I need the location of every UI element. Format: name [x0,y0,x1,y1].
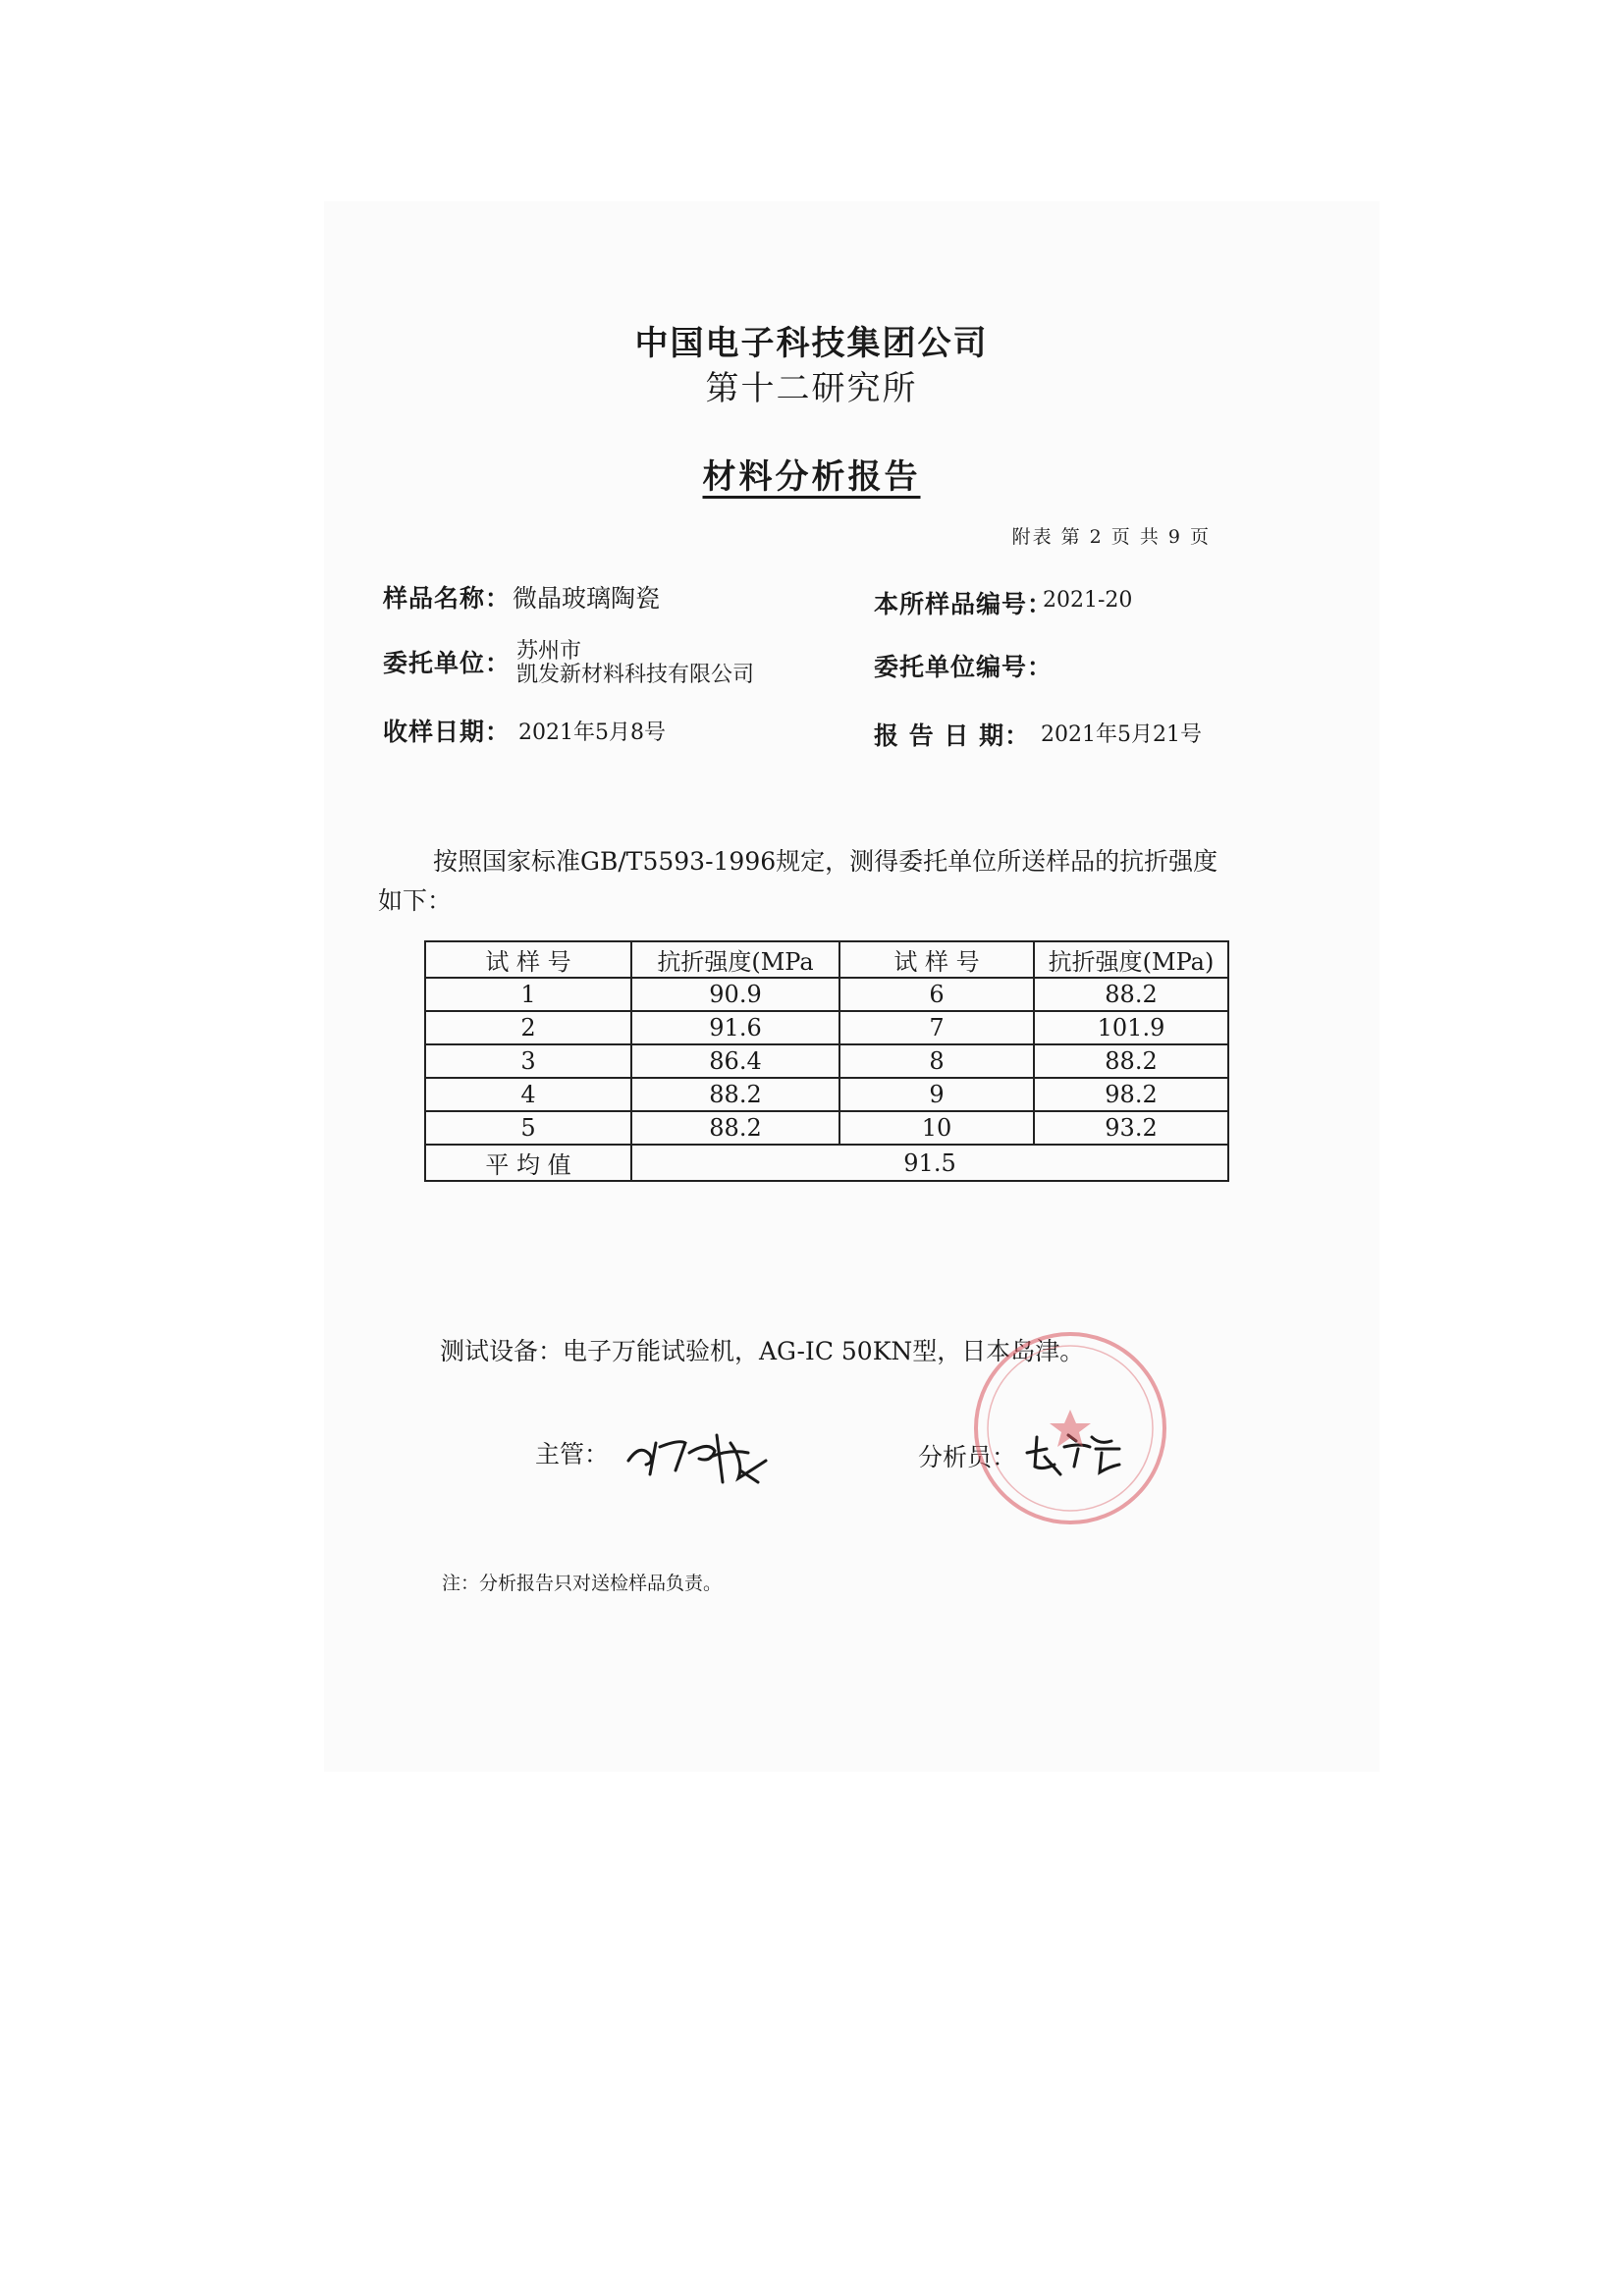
supervisor-signature [621,1414,778,1496]
page-info: 附表 第 2 页 共 9 页 [1011,526,1211,548]
test-standard-paragraph: 按照国家标准GB/T5593-1996规定，测得委托单位所送样品的抗折强度如下： [378,847,1218,915]
disclaimer-note: 注：分析报告只对送检样品负责。 [442,1573,723,1594]
supervisor-label: 主管： [535,1440,610,1468]
table-cell: 88.2 [1034,978,1228,1011]
header-sample-no: 试 样 号 [839,941,1034,978]
test-equipment: 测试设备：电子万能试验机，AG-IC 50KN型，日本岛津。 [440,1337,1085,1365]
report-title: 材料分析报告 [702,457,921,497]
table-cell: 2 [425,1011,631,1044]
average-label: 平 均 值 [425,1145,631,1181]
table-cell: 3 [425,1044,631,1078]
table-row [425,1111,1228,1145]
report-date-label: 报 告 日 期： [874,721,1031,750]
table-cell: 98.2 [1034,1078,1228,1111]
table-cell: 88.2 [631,1078,839,1111]
sample-name-value: 微晶玻璃陶瓷 [513,584,661,613]
analyst-label: 分析员： [918,1443,1017,1471]
header-strength: 抗折强度(MPa [631,941,839,978]
table-cell: 7 [839,1011,1034,1044]
table-row [425,1011,1228,1044]
table-header-row [425,941,1228,978]
table-cell: 86.4 [631,1044,839,1078]
organization-name: 中国电子科技集团公司 [634,324,989,363]
table-cell: 88.2 [631,1111,839,1145]
table-row [425,1078,1228,1111]
table-cell: 5 [425,1111,631,1145]
table-cell: 88.2 [1034,1044,1228,1078]
table-row [425,1044,1228,1078]
header-sample-no: 试 样 号 [425,941,631,978]
table-cell: 10 [839,1111,1034,1145]
table-cell: 9 [839,1078,1034,1111]
table-cell: 101.9 [1034,1011,1228,1044]
official-seal [967,1325,1173,1535]
table-cell: 93.2 [1034,1111,1228,1145]
table-cell: 1 [425,978,631,1011]
institute-sample-no-value: 2021-20 [1043,588,1133,613]
header-strength: 抗折强度(MPa) [1034,941,1228,978]
received-date-value: 2021年5月8号 [518,721,666,745]
average-value: 91.5 [631,1145,1228,1181]
table-cell: 4 [425,1078,631,1111]
report-date-value: 2021年5月21号 [1041,722,1202,747]
received-date-label: 收样日期： [383,718,512,746]
sample-name-label: 样品名称： [383,584,512,613]
client-value-line2: 凯发新材料科技有限公司 [516,663,755,687]
table-cell: 6 [839,978,1034,1011]
institute-sample-no-label: 本所样品编号： [874,590,1054,618]
client-label: 委托单位： [383,649,512,677]
table-cell: 91.6 [631,1011,839,1044]
flexural-strength-table [424,940,1229,1182]
table-row [425,978,1228,1011]
table-cell: 90.9 [631,978,839,1011]
client-value-line1: 苏州市 [516,639,582,664]
institute-name: 第十二研究所 [705,369,918,408]
table-cell: 8 [839,1044,1034,1078]
average-row [425,1145,1228,1181]
client-no-label: 委托单位编号： [874,653,1054,681]
